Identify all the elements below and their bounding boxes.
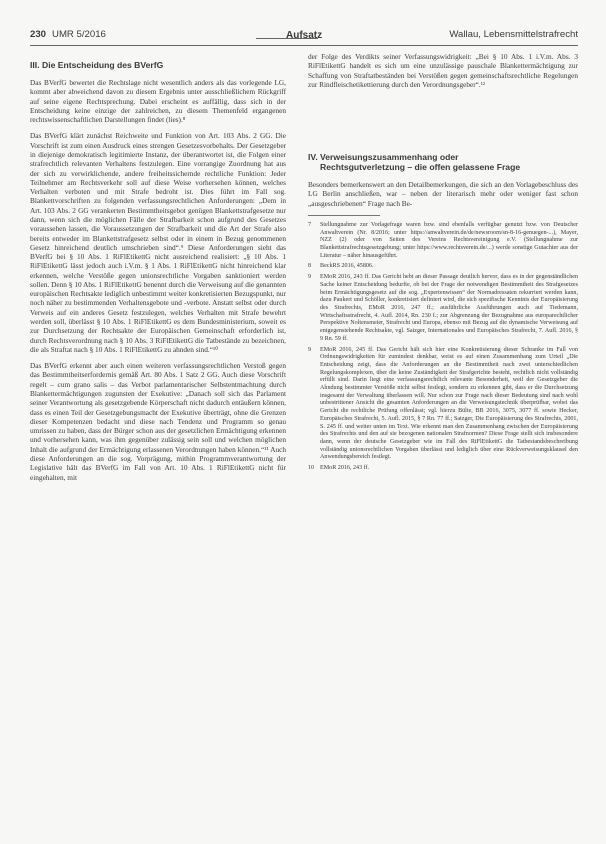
footnote: 9 EMoR 2016, 243 ff. Das Gericht hebt an dieser Passage deutlich hervor, dass es in der gegenständlichen Sache keiner Entscheidung bedurfte, ob bei der Frage der notwendigen Bestimmtheit des Strafgesetzes beim Ermächtigungsgesetz auf die sog. „Expertenwissen“ der Normadressaten rekurriert werden kann, dazu Paukert und Schöller, konkretisiert definiert wird, die sich spezifische Kenntnis der Europäisierung des Strafrechts, EMoR 2016, 247 ff.; ausführliche Ausführungen auch auf Tiedemann, Wirtschaftsstrafrecht, 4. Aufl. 2014, Rn. 230 f.; zur Abgrenzung der Bezugnahme aus europarechtlicher Perspektive Noltensmeier, Strafrecht und Europa, ebenso mit Bezug auf die dynamische Verweisung auf entgegenstehende Rechtsakte, vgl. Satzger, Internationales und Europäisches Strafrecht, 7. Aufl. 2016, § 9 Rn. 59 ff.	[308, 274, 578, 342]
left-paragraph: Das BVerfG erkennt aber auch einen weiteren verfassungsrechtlichen Verstoß gegen das Bestimmtheitserfordernis gemäß Art. 80 Abs. 1 Satz 2 GG. Auch diese Vorschrift regelt – cum grano salis – das Verbot parlamentarischer Selbstentmachtung durch Blankettermächtigungen zugunsten der Exekutive: „Danach soll sich das Parlament seiner Verantwortung als gesetzgebende Körperschaft nicht dadurch entäußern können, dass es einen Teil der Gesetzgebungsmacht der Exekutive überträgt, ohne die Grenzen dieser Kompetenzen bedacht und diese nach Tendenz und Programm so genau umrissen zu haben, dass der Bürger schon aus der gesetzlichen Ermächtigung erkennen und vorhersehen kann, was ihm gegenüber zulässig sein soll und welchen möglichen Inhalt die aufgrund der Ermächtigung erlassenen Verordnungen haben können.“¹¹ Auch diese Anforderungen an die sog. Vorprägung, mithin Programmverantwortung der Legislative hält das BVerfG im Fall von Art. 10 Abs. 1 RiFlEtikettG nicht für eingehalten, mit	[30, 361, 286, 482]
running-header	[30, 27, 578, 43]
header-rule	[30, 45, 578, 46]
section-heading-iv: IV. Verweisungszusammenhang oder Rechtsgutverletzung – die offen gelassene Frage	[308, 152, 521, 173]
right-intro-paragraph: der Folge des Verdikts seiner Verfassungswidrigkeit: „Bei § 10 Abs. 1 i.V.m. Abs. 3 RiFlEtikettG handelt es sich um eine unzulässige pauschale Blankettermächtigung zur Schaffung von Straftatbeständen bei Verstößen gegen gemeinschaftsrechtliche Regelungen zur Rindfleischetikettierung durch den Verordnungsgeber“.¹²	[308, 52, 578, 89]
left-paragraph: Das BVerfG klärt zunächst Reichweite und Funktion von Art. 103 Abs. 2 GG. Die Vorschrift ist zum einen Ausdruck eines strengen Gesetzesvorbehalts. Der Gesetzgeber in diejenige demokratisch legitimierte Instanz, der überantwortet ist, die Folgen einer strafrechtlich relevanten Verhaltens festzulegen. Eine vorrangige Zuordnung hat aus der sich zu verwirklichende, andere freiheitssichernde rechtliche Funktion: Jeder Teilnehmer am Rechtsverkehr soll auf diese Weise vorhersehen können, welches Verhalten verboten und mit Strafe bedroht ist. Dies führt im Fall sog. Blankettvorschriften zu folgenden verfassungsrechtlichen Anforderungen: „Dem in Art. 103 Abs. 2 GG verankerten Bestimmtheitsgebot genügen Blankettstrafgesetze nur dann, wenn sich die möglichen Fälle der Strafbarkeit schon aufgrund des Gesetzes voraussehen lassen, die Voraussetzungen der Strafbarkeit und die Art der Strafe also bereits entweder im Blankettstrafgesetz selbst oder in einem in Bezug genommenen Gesetz hinreichend deutlich umschrieben sind“.⁹ Diese Anforderungen sieht das BVerfG bei § 10 Abs. 1 RiFlEtikettG nicht ausreichend realisiert: „§ 10 Abs. 1 RiFlEtikettG lässt jedoch auch i.V.m. § 1 Abs. 1 RiFlEtikettG nicht hinreichend klar erkennen, welche Verstöße gegen unionsrechtliche Vorgaben sanktioniert werden sollen. Denn § 10 Abs. 1 RiFlEtikettG benennt durch die Verweisung auf die genannten europäischen Rechtsakte lediglich unbestimmt weiter konkretisierten Bezugspunkt, nur noch näher zu bestimmenden Verhaltensgebote und -verbote. Anstatt selbst oder durch Verweis auf ein anderes Gesetz festzulegen, welches Verhalten mit Strafe bewehrt werden soll, überlässt § 10 Abs. 1 RiFlEtikettG es dem Bundesministerium, soweit es zur Durchsetzung der Rechtsakte der Europäischen Gemeinschaft erforderlich ist, durch Rechtsverordnung nach § 10 Abs. 3 RiFlEtikettG die Tatbestände zu bezeichnen, die als Straftat nach § 10 Abs. 1 RiFlEtikettG zu ahnden sind.“¹⁰	[30, 131, 286, 354]
section-label: Aufsatz	[286, 30, 323, 41]
section-label-rule	[256, 38, 318, 39]
section-heading-iii: III. Die Entscheidung des BVerfG	[30, 60, 164, 70]
right-column	[308, 52, 578, 476]
footnote-separator	[308, 215, 380, 216]
header-left	[30, 27, 106, 43]
left-paragraph: Das BVerfG bewertet die Rechtslage nicht wesentlich anders als das vorlegende LG, kommt aber abweichend davon zu diesem Ergebnis unter ausschließlichem Rückgriff auf seine eigene Rechtsprechung. Dabei erscheint es auffällig, dass sich in der Entscheidung keine einzige der zahlreichen, zu diesem Themenfeld ergangenen rechtswissenschaftlichen Darstellungen findet (lies).⁸	[30, 78, 286, 125]
footnote: 10 EMoR 2016, 243 ff.	[308, 465, 370, 472]
right-paragraph: Besonders bemerkenswert an den Detailbemerkungen, die sich an den Vorlagebeschluss des LG Berlin anschließen, war – neben der literarisch mehr oder weniger fast schon „ausgeschriebenen“ Frage nach Be-	[308, 180, 578, 208]
footnote: 7 Stellungnahme zur Vorlagefrage waren bzw. sind ebenfalls verfügbar genutzt bzw. von Deutscher Anwaltverein (Nr. 8/2016; unter https://anwaltverein.de/de/newsroom/sn-8-16-genuegen-...), Mayer, NZZ (2) oder von Seiten des Vereins Rechtsvereinigung e.V. (Stellungnahme zur Blankettstrafrechtsgesetzgebung; unter https://www.rechtsverein.de/...) werde sonstige Gutachter aus der Literatur – näher hinausgeführt.	[308, 221, 578, 259]
page-number: 230	[30, 29, 47, 40]
running-title: Wallau, Lebensmittelstrafrecht	[449, 29, 578, 40]
footnote: 9 EMoR 2016, 245 ff. Das Gericht hält sich hier eine Konkretisierung dieser Schranke im Fall von Ordnungswidrigkeiten für zumindest denkbar, weist es auf einen Zusammenhang zum Urteil „Die Entscheidung zeigt, dass die Anforderungen an die Bestimmtheit nach zwei unterschiedlichen Regelungskomplexen, über die keine Zuständigkeit der Strafgerichte besteht, rechtlich nicht vollständig erfüllt sind. Darin liegt eine verfassungsrechtlich relevante Besonderheit, weil der Gesetzgeber die Ahndung bestimmter Verstöße nicht selbst festlegt, sondern zu erkennen gibt, dass er die Durchsetzung insgesamt der Verwaltung überlassen will. Nur schon zur Frage nach dieser Bedeutung sind nach wohl unbestrittener Ansicht die gesamten Anforderungen an die Verweisungstechnik überprüfbar, wobei das Gericht die rechtliche Prüfung offenlässt; vgl. hierzu Bülte, BB 2016, 3075, 3077 ff. sowie Hecker, Europäisches Strafrecht, 5. Aufl. 2015, § 7 Rn. 77 ff.; Satzger, Die Europäisierung des Strafrechts, 2001, S. 245 ff. und weiter unten im Text. Wie erkennt man den Zusammenhang zwischen der Europäisierung des Strafrechts und den auf sie bezogenen nationalen Strafnormen? Diese Frage stellt sich insbesondere dann, wenn der deutsche Gesetzgeber wie im Fall des RiFlEtikettG die Tatbestandsbeschreibung vollständig unionsrechtlichen Vorgaben überlässt und lediglich über eine Rückverweisungsklausel den Anwendungsbereich festlegt.	[308, 346, 578, 461]
journal-name: UMR 5/2016	[52, 29, 106, 40]
left-column	[30, 52, 286, 489]
footnote: 8 BeckRS 2016, 45806.	[308, 263, 374, 270]
